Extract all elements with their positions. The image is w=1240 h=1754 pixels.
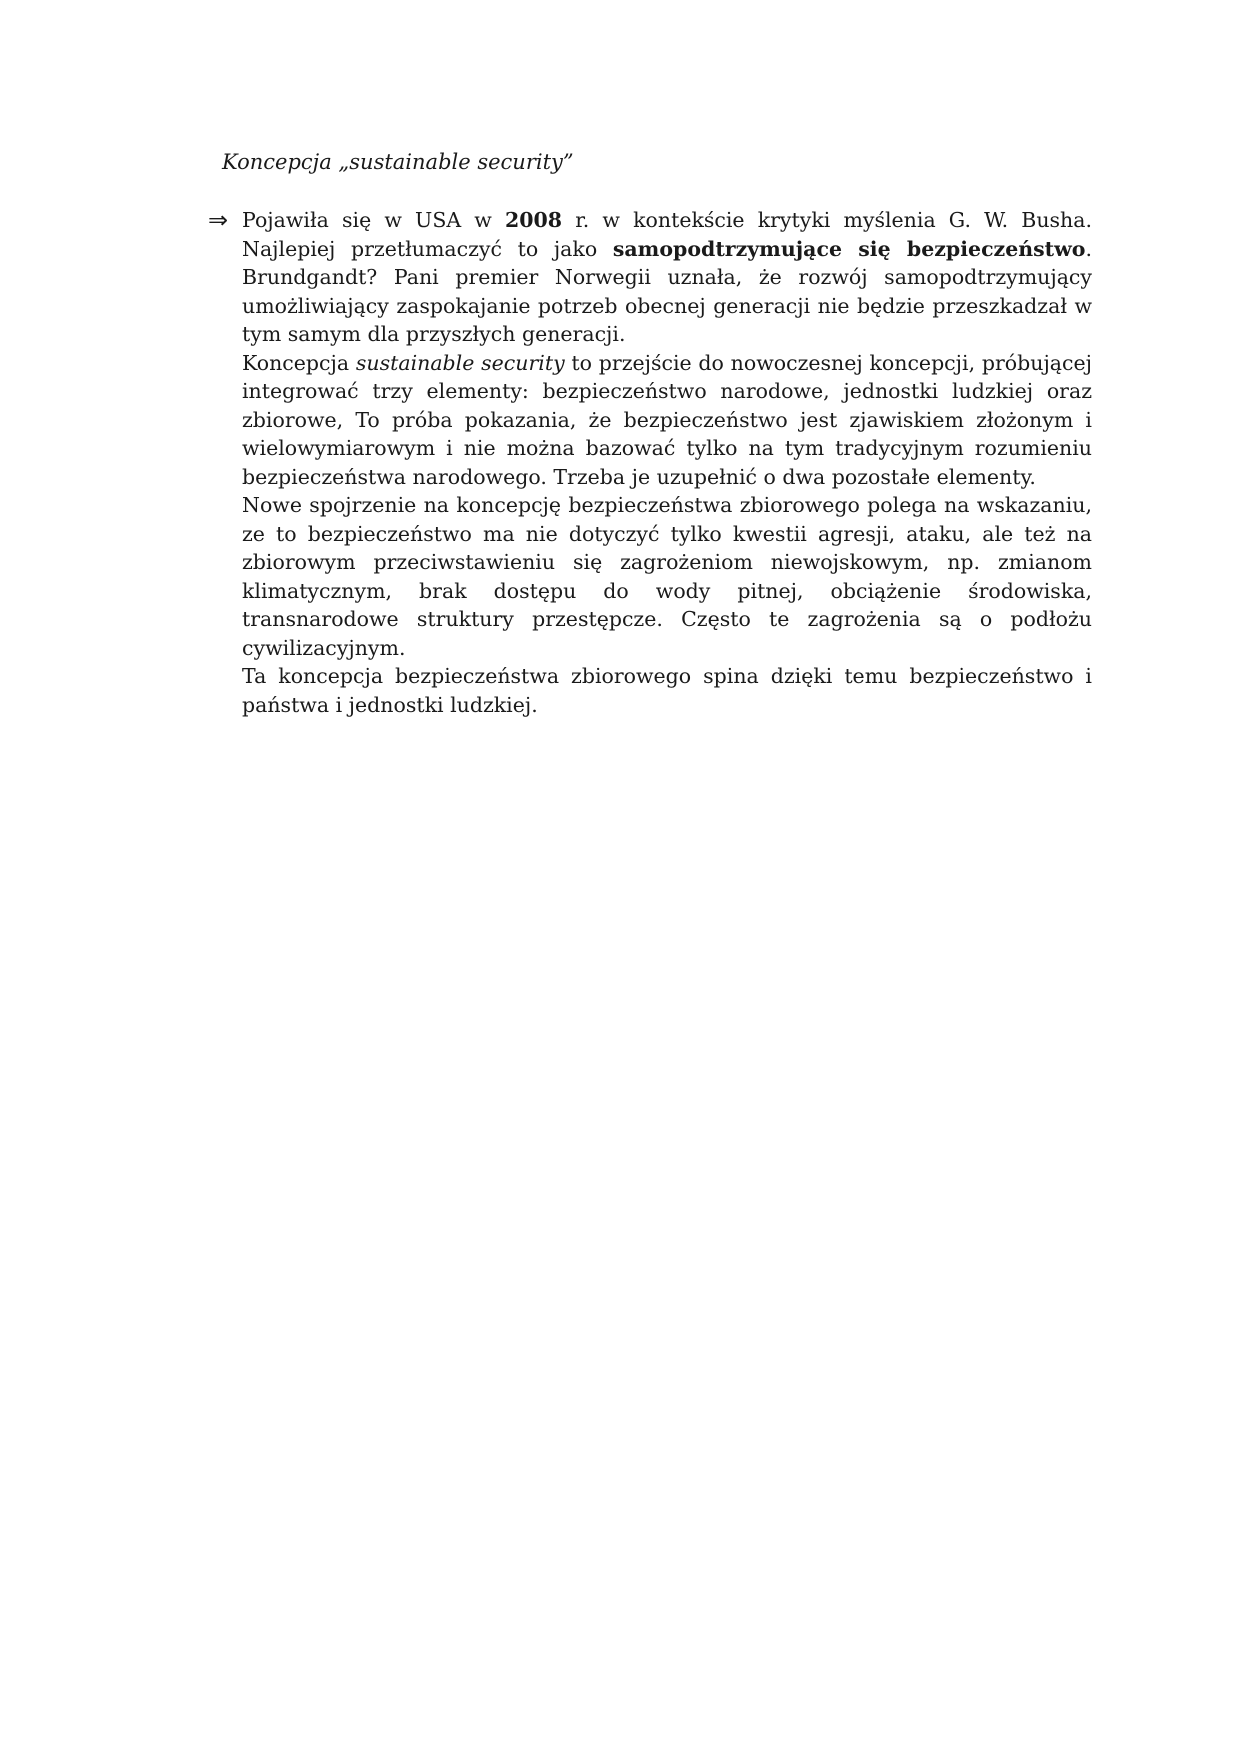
document-title: Koncepcja „sustainable security” bbox=[222, 150, 574, 174]
paragraph-1-text-b: r. w kontekście krytyki myślenia G. W. Busha. Najlepiej przetłumaczyć to jako bbox=[242, 208, 1092, 261]
term-highlight: samopodtrzymujące się bezpieczeństwo bbox=[612, 236, 1086, 261]
paragraph-1-text-c: . Brundgandt? Pani premier Norwegii uznała, że rozwój samopodtrzymujący umożliwiający zaspokajanie potrzeb obecnej generacji nie będzie przeszkadzał w tym samym dla przyszłych generacji. bbox=[242, 236, 1092, 346]
body-text bbox=[242, 206, 1092, 719]
year-highlight: 2008 bbox=[505, 208, 563, 232]
paragraph-2-text-b: to przejście do nowoczesnej koncepcji, próbującej integrować trzy elementy: bezpieczeństwo narodowe, jednostki ludzkiej oraz zbiorowe, To próba pokazania, że bezpieczeństwo jest zjawiskiem złożonym i wielowymiarowym i nie można bazować tylko na tym tradycyjnym rozumieniu bezpieczeństwa narodowego. Trzeba je uzupełnić o dwa pozostałe elementy. bbox=[242, 350, 1092, 489]
arrow-bullet-icon: ⇒ bbox=[208, 206, 229, 234]
paragraph-1 bbox=[242, 206, 1092, 349]
paragraph-4: Ta koncepcja bezpieczeństwa zbiorowego spina dzięki temu bezpieczeństwo i państwa i jednostki ludzkiej. bbox=[242, 664, 1092, 717]
paragraph-2-text-a: Koncepcja bbox=[242, 350, 356, 375]
italic-term: sustainable security bbox=[355, 350, 565, 375]
paragraph-2 bbox=[242, 349, 1092, 492]
paragraph-3: Nowe spojrzenie na koncepcję bezpieczeństwa zbiorowego polega na wskazaniu, ze to bezpieczeństwo ma nie dotyczyć tylko kwestii agresji, ataku, ale też na zbiorowym przeciwstawieniu się zagrożeniom niewojskowym, np. zmianom klimatycznym, brak dostępu do wody pitnej, obciążenie środowiska, transnarodowe struktury przestępcze. Często te zagrożenia są o podłożu cywilizacyjnym. bbox=[242, 493, 1092, 660]
paragraph-1-text-a: Pojawiła się w USA w bbox=[242, 208, 506, 232]
